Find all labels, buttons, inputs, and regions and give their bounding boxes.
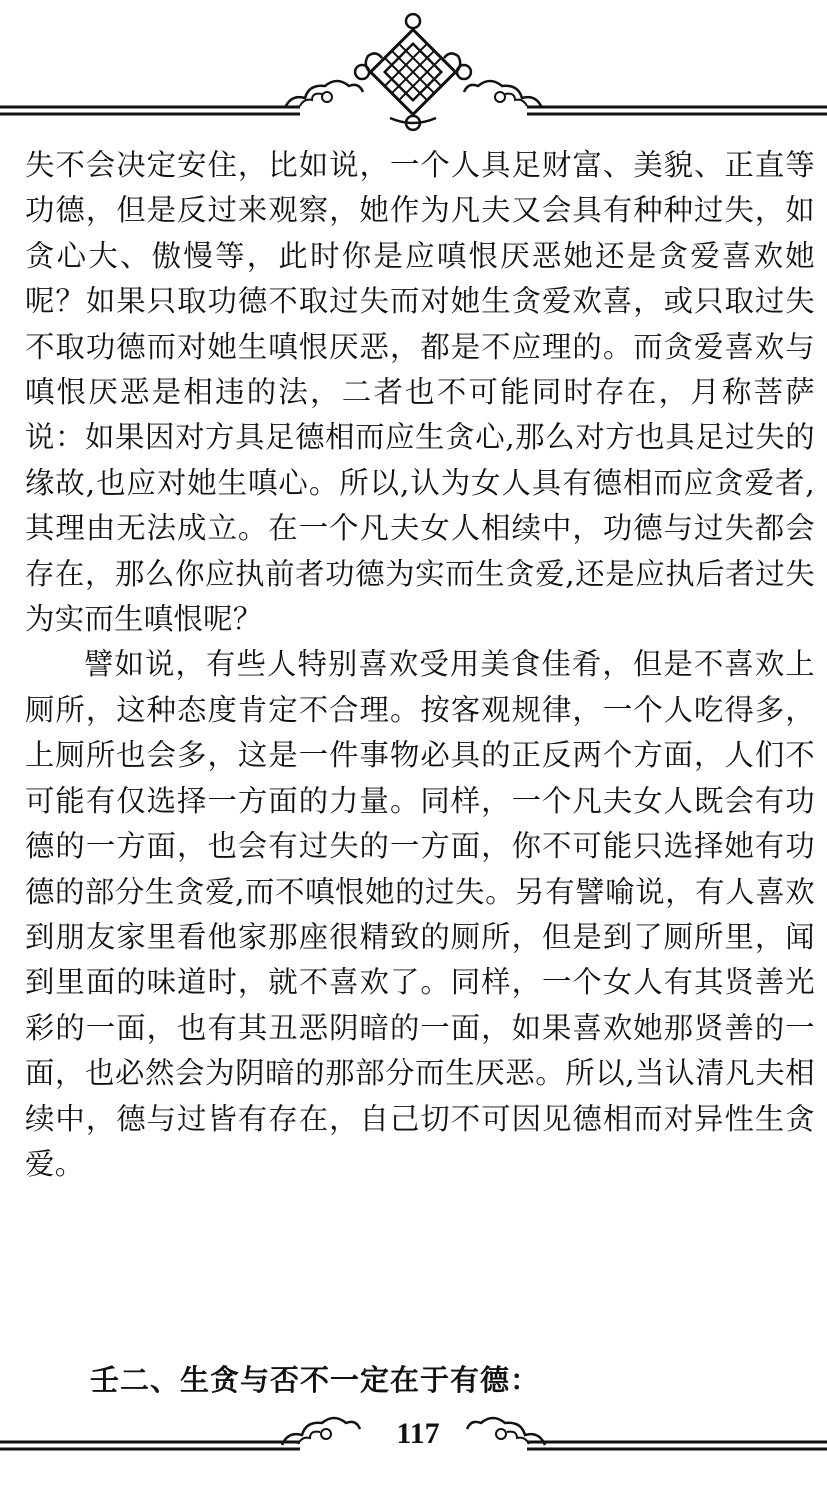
header-ornament xyxy=(0,0,827,140)
endless-knot-cloud-icon xyxy=(0,11,827,133)
section-heading: 壬二、生贪与否不一定在于有德： xyxy=(90,1363,541,1397)
page-number: 117 xyxy=(396,1417,440,1450)
paragraph-1: 失不会决定安住，比如说，一个人具足财富、美貌、正直等功德，但是反过来观察，她作为凡夫又会具有种种过失，如贪心大、傲慢等，此时你是应嗔恨厌恶她还是贪爱喜欢她呢？如果只取功德不取过失而对她生贪爱欢喜，或只取过失不取功德而对她生嗔恨厌恶，都是不应理的。而贪爱喜欢与嗔恨厌恶是相违的法，二者也不可能同时存在，月称菩萨说：如果因对方具足德相而应生贪心,那么对方也具足过失的缘故,也应对她生嗔心。所以,认为女人具有德相而应贪爱者,其理由无法成立。在一个凡夫女人相续中，功德与过失都会存在，那么你应执前者功德为实而生贪爱,还是应执后者过失为实而生嗔恨呢？ xyxy=(25,148,815,637)
paragraph-2: 譬如说，有些人特别喜欢受用美食佳肴，但是不喜欢上厕所，这种态度肯定不合理。按客观规律，一个人吃得多，上厕所也会多，这是一件事物必具的正反两个方面，人们不可能有仅选择一方面的力量。同样，一个凡夫女人既会有功德的一方面，也会有过失的一方面，你不可能只选择她有功德的部分生贪爱,而不嗔恨她的过失。另有譬喻说，有人喜欢到朋友家里看他家那座很精致的厕所，但是到了厕所里，闻到里面的味道时，就不喜欢了。同样，一个女人有其贤善光彩的一面，也有其丑恶阴暗的一面，如果喜欢她那贤善的一面，也必然会为阴暗的那部分而生厌恶。所以,当认清凡夫相续中，德与过皆有存在，自己切不可因见德相而对异性生贪爱。 xyxy=(25,647,815,1181)
body-text xyxy=(25,143,815,1187)
